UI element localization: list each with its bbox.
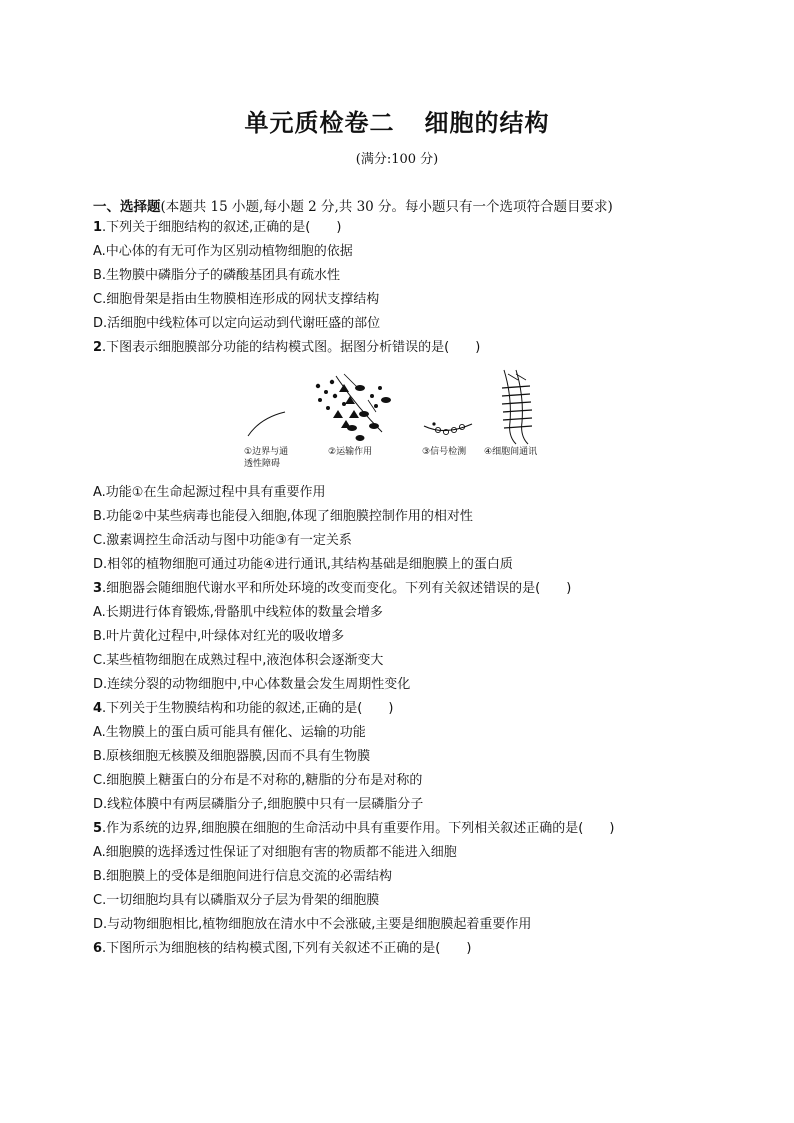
option-5c: C.一切细胞均具有以磷脂双分子层为骨架的细胞膜 (93, 893, 380, 908)
membrane-boundary-curve (248, 412, 285, 436)
title-part-1: 单元质检卷二 (244, 109, 395, 137)
question-number: 3 (93, 581, 103, 596)
option-3b: B.叶片黄化过程中,叶绿体对红光的吸收增多 (93, 629, 345, 644)
option-4b: B.原核细胞无核膜及细胞器膜,因而不具有生物膜 (93, 749, 371, 764)
page-title (0, 103, 794, 138)
option-1a: A.中心体的有无可作为区别动植物细胞的依据 (93, 244, 353, 259)
question-stem-5 (93, 820, 614, 838)
membrane-function-diagram (240, 366, 560, 476)
figure-label-2: ②运输作用 (328, 447, 373, 457)
figure-label-3: ③信号检测 (422, 447, 467, 457)
option-3c: C.某些植物细胞在成熟过程中,液泡体积会逐渐变大 (93, 653, 384, 668)
figure-label-1b: 透性障碍 (244, 459, 281, 469)
question-number: 6 (93, 941, 103, 956)
option-4d: D.线粒体膜中有两层磷脂分子,细胞膜中只有一层磷脂分子 (93, 797, 424, 812)
figure-label-1a: ①边界与通 (244, 447, 289, 457)
option-4a: A.生物膜上的蛋白质可能具有催化、运输的功能 (93, 725, 366, 740)
figure-label-4: ④细胞间通讯 (484, 447, 538, 457)
question-text: .作为系统的边界,细胞膜在细胞的生命活动中具有重要作用。下列相关叙述正确的是( ) (102, 821, 615, 836)
option-2a: A.功能①在生命起源过程中具有重要作用 (93, 485, 326, 500)
option-5d: D.与动物细胞相比,植物细胞放在清水中不会涨破,主要是细胞膜起着重要作用 (93, 917, 532, 932)
option-5b: B.细胞膜上的受体是细胞间进行信息交流的必需结构 (93, 869, 393, 884)
question-text: .下列关于生物膜结构和功能的叙述,正确的是( ) (102, 701, 394, 716)
section-description: (本题共 15 小题,每小题 2 分,共 30 分。每小题只有一个选项符合题目要求) (160, 199, 613, 215)
question-stem-4 (93, 700, 393, 718)
section-heading (93, 195, 613, 215)
question-stem-1 (93, 219, 341, 237)
question-stem-6 (93, 940, 471, 958)
option-1b: B.生物膜中磷脂分子的磷酸基团具有疏水性 (93, 268, 341, 283)
score-note: (满分:100 分) (355, 152, 439, 167)
transport-particles (316, 380, 391, 441)
option-1c: C.细胞骨架是指由生物膜相连形成的网状支撑结构 (93, 292, 380, 307)
option-1d: D.活细胞中线粒体可以定向运动到代谢旺盛的部位 (93, 316, 381, 331)
section-title: 一、选择题 (93, 199, 161, 215)
question-stem-2 (93, 339, 480, 357)
question-number: 4 (93, 701, 103, 716)
option-2c: C.激素调控生命活动与图中功能③有一定关系 (93, 533, 352, 548)
option-2b: B.功能②中某些病毒也能侵入细胞,体现了细胞膜控制作用的相对性 (93, 509, 473, 524)
question-stem-3 (93, 580, 571, 598)
question-text: .下图表示细胞膜部分功能的结构模式图。据图分析错误的是( ) (102, 340, 481, 355)
option-5a: A.细胞膜的选择透过性保证了对细胞有害的物质都不能进入细胞 (93, 845, 457, 860)
option-3a: A.长期进行体育锻炼,骨骼肌中线粒体的数量会增多 (93, 605, 383, 620)
question-text: .下列关于细胞结构的叙述,正确的是( ) (102, 220, 342, 235)
question-number: 1 (93, 220, 103, 235)
option-2d: D.相邻的植物细胞可通过功能④进行通讯,其结构基础是细胞膜上的蛋白质 (93, 557, 513, 572)
question-number: 5 (93, 821, 103, 836)
option-4c: C.细胞膜上糖蛋白的分布是不对称的,糖脂的分布是对称的 (93, 773, 423, 788)
signal-receptors (432, 422, 464, 434)
option-3d: D.连续分裂的动物细胞中,中心体数量会发生周期性变化 (93, 677, 411, 692)
title-part-2: 细胞的结构 (424, 109, 550, 137)
cell-junction (502, 370, 532, 444)
question-number: 2 (93, 340, 103, 355)
question-text: .下图所示为细胞核的结构模式图,下列有关叙述不正确的是( ) (102, 941, 472, 956)
question-text: .细胞器会随细胞代谢水平和所处环境的改变而变化。下列有关叙述错误的是( ) (102, 581, 572, 596)
